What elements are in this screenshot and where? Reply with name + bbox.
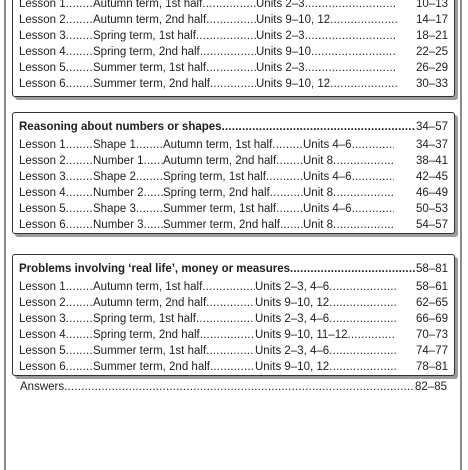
lesson-row[interactable] <box>19 201 448 217</box>
leader-dots <box>266 169 303 185</box>
leader-dots <box>272 137 303 153</box>
topic-label: Number 3 <box>93 219 144 231</box>
leader-dots <box>330 12 397 28</box>
page-range: 62–65 <box>416 297 448 309</box>
top-rows <box>19 0 448 92</box>
units-label: Unit 8 <box>303 155 334 167</box>
term-label: Spring term, 2nd half <box>163 187 270 199</box>
leader-dots <box>66 0 93 12</box>
leader-dots <box>66 327 93 343</box>
leader-dots <box>333 185 394 201</box>
units-label: Units 2–3, 4–6 <box>255 345 330 357</box>
lesson-row[interactable] <box>19 279 448 295</box>
leader-dots <box>206 60 256 76</box>
lesson-label: Lesson 3 <box>19 30 66 42</box>
term-label: Spring term, 1st half <box>93 313 196 325</box>
problems-title: Problems involving ‘real life’, money or measures <box>19 263 290 275</box>
leader-dots <box>329 343 396 359</box>
page-range: 22–25 <box>416 46 448 58</box>
lesson-row[interactable] <box>19 44 448 60</box>
lesson-row[interactable] <box>19 60 448 76</box>
topic-label: Shape 3 <box>93 203 136 215</box>
leader-dots <box>305 60 397 76</box>
leader-dots <box>136 137 163 153</box>
topic-label: Shape 2 <box>93 171 136 183</box>
lesson-row[interactable] <box>19 217 448 233</box>
lesson-label: Lesson 6 <box>19 219 66 231</box>
leader-dots <box>329 295 396 311</box>
term-label: Spring term, 1st half <box>93 30 196 42</box>
leader-dots <box>330 76 397 92</box>
page-range: 34–37 <box>416 139 448 151</box>
reasoning-rows <box>19 137 448 233</box>
leader-dots <box>290 261 416 277</box>
lesson-label: Lesson 5 <box>19 62 66 74</box>
units-label: Units 2–3, 4–6 <box>255 281 330 293</box>
page-range: 74–77 <box>416 345 448 357</box>
lesson-label: Lesson 6 <box>19 361 66 373</box>
leader-dots <box>66 295 93 311</box>
lesson-row[interactable] <box>19 12 448 28</box>
units-label: Unit 8 <box>303 187 334 199</box>
problems-box <box>12 254 455 376</box>
page-range: 42–45 <box>416 171 448 183</box>
topic-label: Shape 1 <box>93 139 136 151</box>
page-range: 30–33 <box>416 78 448 90</box>
leader-dots <box>222 119 416 135</box>
leader-dots <box>352 137 394 153</box>
lesson-label: Lesson 3 <box>19 171 66 183</box>
term-label: Spring term, 1st half <box>163 171 266 183</box>
leader-dots <box>305 28 397 44</box>
units-label: Units 9–10 <box>256 46 311 58</box>
leader-dots <box>333 153 394 169</box>
lesson-row[interactable] <box>19 76 448 92</box>
leader-dots <box>276 153 303 169</box>
units-label: Units 9–10, 12 <box>255 297 330 309</box>
lesson-label: Lesson 1 <box>19 139 66 151</box>
term-label: Autumn term, 1st half <box>163 139 273 151</box>
leader-dots <box>200 44 256 60</box>
term-label: Autumn term, 1st half <box>93 0 203 10</box>
term-label: Autumn term, 2nd half <box>93 297 207 309</box>
units-label: Units 9–10, 12 <box>256 78 331 90</box>
leader-dots <box>202 0 256 12</box>
leader-dots <box>144 185 164 201</box>
leader-dots <box>305 0 397 12</box>
problems-heading[interactable] <box>19 261 448 277</box>
term-label: Spring term, 2nd half <box>93 46 200 58</box>
leader-dots <box>66 201 93 217</box>
term-label: Spring term, 2nd half <box>93 329 200 341</box>
term-label: Summer term, 2nd half <box>163 219 280 231</box>
units-label: Units 9–10, 11–12 <box>255 329 348 341</box>
leader-dots <box>66 185 93 201</box>
lesson-label: Lesson 5 <box>19 203 66 215</box>
units-label: Units 9–10, 12 <box>256 14 331 26</box>
units-label: Units 2–3 <box>256 62 305 74</box>
leader-dots <box>200 327 255 343</box>
lesson-row[interactable] <box>19 343 448 359</box>
term-label: Summer term, 1st half <box>163 203 277 215</box>
page-range: 66–69 <box>416 313 448 325</box>
leader-dots <box>136 169 163 185</box>
page-range: 18–21 <box>416 30 448 42</box>
page-range: 10–13 <box>416 0 448 10</box>
lesson-row[interactable] <box>19 295 448 311</box>
lesson-label: Lesson 1 <box>19 281 66 293</box>
lesson-row[interactable] <box>19 359 448 375</box>
leader-dots <box>270 185 303 201</box>
leader-dots <box>144 217 164 233</box>
units-label: Units 4–6 <box>303 203 352 215</box>
leader-dots <box>329 279 396 295</box>
units-label: Units 4–6 <box>303 171 352 183</box>
units-label: Units 2–3 <box>256 30 305 42</box>
units-label: Units 2–3, 4–6 <box>255 313 330 325</box>
leader-dots <box>66 169 93 185</box>
term-label: Autumn term, 2nd half <box>163 155 277 167</box>
lesson-label: Lesson 4 <box>19 329 66 341</box>
leader-dots <box>66 153 93 169</box>
leader-dots <box>66 60 93 76</box>
page-range: 46–49 <box>416 187 448 199</box>
leader-dots <box>206 295 255 311</box>
leader-dots <box>210 359 255 375</box>
leader-dots <box>66 311 93 327</box>
term-label: Summer term, 1st half <box>93 62 207 74</box>
leader-dots <box>196 311 255 327</box>
units-label: Units 9–10, 12 <box>255 361 330 373</box>
page-range: 26–29 <box>416 62 448 74</box>
lesson-label: Lesson 2 <box>19 155 66 167</box>
lesson-row[interactable] <box>19 185 448 201</box>
lesson-row[interactable] <box>19 169 448 185</box>
leader-dots <box>66 343 93 359</box>
leader-dots <box>66 44 93 60</box>
leader-dots <box>206 12 256 28</box>
term-label: Autumn term, 1st half <box>93 281 203 293</box>
page-range: 70–73 <box>416 329 448 341</box>
lesson-row[interactable] <box>19 0 448 12</box>
lesson-row[interactable] <box>19 311 448 327</box>
problems-rows <box>19 279 448 375</box>
leader-dots <box>144 153 164 169</box>
leader-dots <box>333 217 394 233</box>
term-label: Summer term, 2nd half <box>93 361 210 373</box>
answers-label: Answers <box>20 381 65 393</box>
leader-dots <box>136 201 163 217</box>
lesson-label: Lesson 5 <box>19 345 66 357</box>
term-label: Summer term, 2nd half <box>93 78 210 90</box>
leader-dots <box>311 44 397 60</box>
leader-dots <box>64 379 415 395</box>
leader-dots <box>66 12 93 28</box>
page-range: 14–17 <box>416 14 448 26</box>
leader-dots <box>66 76 93 92</box>
leader-dots <box>352 201 394 217</box>
leader-dots <box>348 327 397 343</box>
leader-dots <box>66 359 93 375</box>
leader-dots <box>276 201 303 217</box>
leader-dots <box>202 279 255 295</box>
reasoning-heading[interactable] <box>19 119 448 135</box>
answers-entry[interactable] <box>20 379 447 395</box>
term-label: Summer term, 1st half <box>93 345 207 357</box>
leader-dots <box>66 217 93 233</box>
lessons-box-top <box>12 0 455 97</box>
reasoning-pages: 34–57 <box>416 121 448 133</box>
lesson-row[interactable] <box>19 28 448 44</box>
answers-pages: 82–85 <box>415 381 447 393</box>
units-label: Units 4–6 <box>303 139 352 151</box>
page-range: 58–61 <box>416 281 448 293</box>
lesson-label: Lesson 4 <box>19 187 66 199</box>
lesson-label: Lesson 3 <box>19 313 66 325</box>
leader-dots <box>329 311 396 327</box>
reasoning-box <box>12 112 455 234</box>
leader-dots <box>210 76 256 92</box>
page-range: 78–81 <box>416 361 448 373</box>
leader-dots <box>196 28 256 44</box>
lesson-row[interactable] <box>19 153 448 169</box>
term-label: Autumn term, 2nd half <box>93 14 207 26</box>
units-label: Units 2–3 <box>256 0 305 10</box>
page-range: 38–41 <box>416 155 448 167</box>
reasoning-title: Reasoning about numbers or shapes <box>19 121 222 133</box>
leader-dots <box>66 28 93 44</box>
lesson-label: Lesson 1 <box>19 0 66 10</box>
lesson-label: Lesson 2 <box>19 14 66 26</box>
leader-dots <box>280 217 303 233</box>
lesson-row[interactable] <box>19 137 448 153</box>
units-label: Unit 8 <box>303 219 334 231</box>
topic-label: Number 1 <box>93 155 144 167</box>
lesson-label: Lesson 4 <box>19 46 66 58</box>
page-range: 54–57 <box>416 219 448 231</box>
leader-dots <box>352 169 394 185</box>
leader-dots <box>329 359 396 375</box>
leader-dots <box>66 279 93 295</box>
topic-label: Number 2 <box>93 187 144 199</box>
page-range: 50–53 <box>416 203 448 215</box>
lesson-label: Lesson 2 <box>19 297 66 309</box>
problems-pages: 58–81 <box>416 263 448 275</box>
lesson-row[interactable] <box>19 327 448 343</box>
lesson-label: Lesson 6 <box>19 78 66 90</box>
leader-dots <box>66 137 93 153</box>
leader-dots <box>206 343 255 359</box>
